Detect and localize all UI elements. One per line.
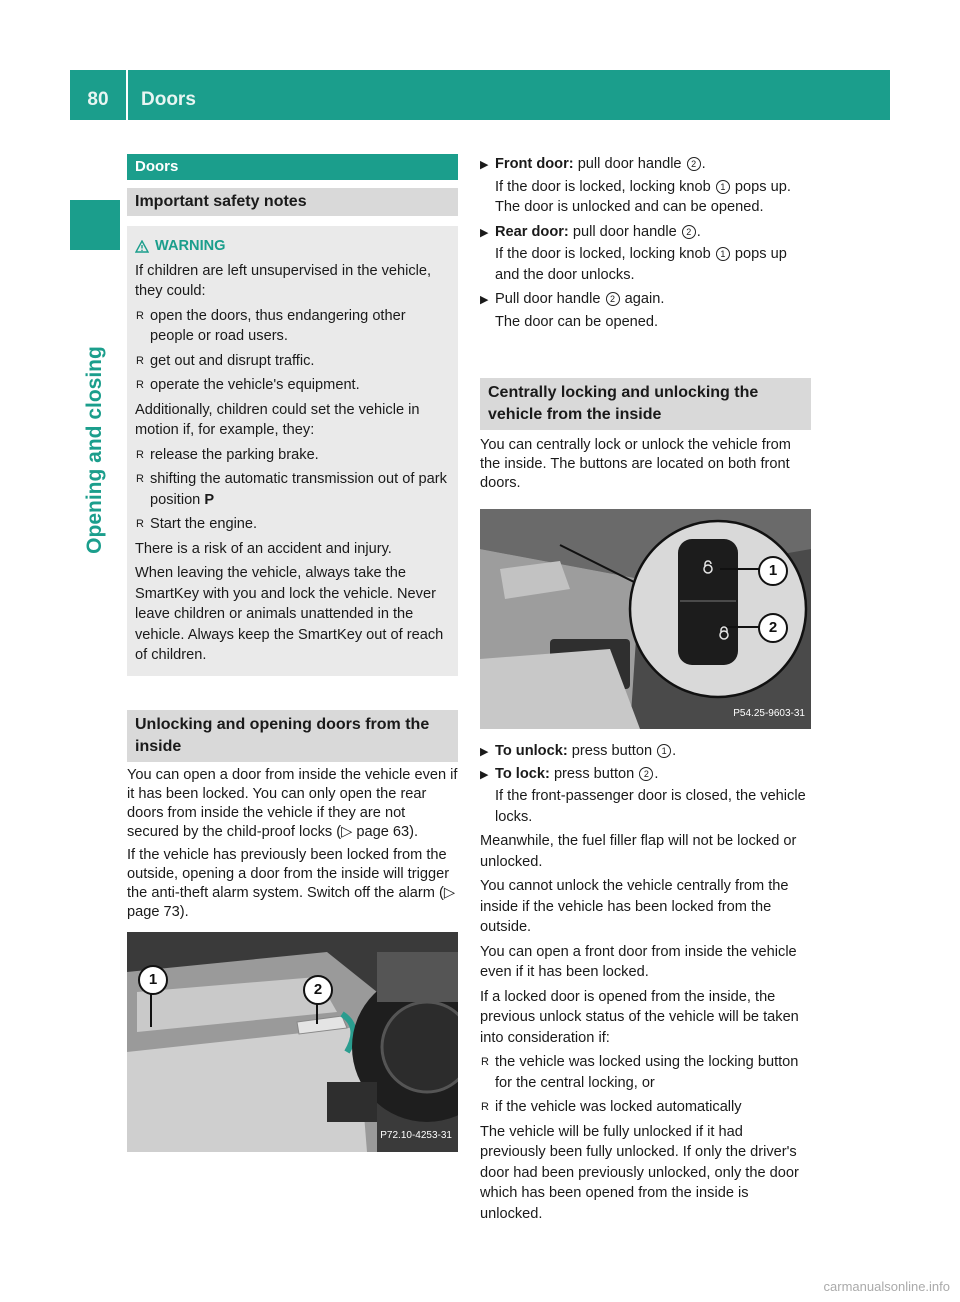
step-rear-door: ▶ Rear door: pull door handle 2 . xyxy=(480,223,701,240)
paragraph-previous-status: If a locked door is opened from the inside, the previous unlock status of the vehicle will be taken into consideration if: xyxy=(480,988,799,1046)
header-divider xyxy=(126,70,128,120)
unlock-paragraph-1: You can open a door from inside the vehicle even if it has been locked. You can only open the rear doors from inside the vehicle if they are not secured by the child-proof locks (▷ page 63). xyxy=(127,766,458,840)
paragraph-cannot-unlock: You cannot unlock the vehicle centrally from the inside if the vehicle has been locked from the outside. xyxy=(480,878,789,935)
figure-code: P54.25-9603-31 xyxy=(733,707,805,719)
subsection-title: Important safety notes xyxy=(127,188,458,216)
warning-advice: When leaving the vehicle, always take the SmartKey with you and lock the vehicle. Never leave children or animals unattended in the vehicle. Always keep the SmartKey out of reach of children. xyxy=(135,565,444,663)
step-pull-again-result: The door can be opened. xyxy=(495,313,659,330)
unlock-icon xyxy=(700,559,716,575)
list-item: R get out and disrupt traffic. xyxy=(136,352,315,369)
warning-list-2 xyxy=(135,445,450,535)
paragraph-open-front-door: You can open a front door from inside the vehicle even if it has been locked. xyxy=(480,943,797,980)
list-item: R operate the vehicle's equipment. xyxy=(136,377,360,393)
callout-2: 2 xyxy=(303,975,333,1005)
condition-list xyxy=(480,1052,811,1118)
page-number: 80 xyxy=(87,89,109,110)
figure-code: P72.10-4253-31 xyxy=(380,1130,452,1141)
lock-buttons-figure xyxy=(480,509,811,729)
central-locking-paragraph: You can centrally lock or unlock the vehicle from the inside. The buttons are located on both front doors. xyxy=(480,437,791,491)
section-title: Doors xyxy=(127,154,458,180)
step-to-lock: ▶ To lock: press button 2 . xyxy=(480,765,659,782)
callout-1: 1 xyxy=(758,556,788,586)
right-column xyxy=(480,154,811,1228)
unlock-paragraph-2: If the vehicle has previously been locked from the outside, opening a door from the inside will trigger the anti-theft alarm system. Switch off the alarm (▷ page 73). xyxy=(127,846,456,920)
warning-label: WARNING xyxy=(155,238,226,254)
list-item: R release the parking brake. xyxy=(136,446,319,463)
door-handle-illustration xyxy=(127,932,458,1152)
sidebar-marker xyxy=(70,200,120,250)
warning-list-1 xyxy=(135,306,450,396)
paragraph-fully-unlocked: The vehicle will be fully unlocked if it had previously been fully unlocked. If only the driver's door had been previously unlocked, only the door which has been opened from the inside is unlocked. xyxy=(480,1123,799,1222)
step-to-unlock: ▶ To unlock: press button 1 . xyxy=(480,743,677,759)
step-pull-again: ▶ Pull door handle 2 again. xyxy=(480,291,665,307)
callout-2: 2 xyxy=(758,613,788,643)
unlock-section-title: Unlocking and opening doors from the inside xyxy=(127,710,458,762)
list-item: R if the vehicle was locked automatically xyxy=(481,1099,742,1115)
callout-1: 1 xyxy=(138,965,168,995)
step-front-door: ▶ Front door: pull door handle 2 . xyxy=(480,156,706,172)
header-title: Doors xyxy=(141,89,196,110)
warning-intro: If children are left unsupervised in the vehicle, they could: xyxy=(135,262,432,299)
list-item: R shifting the automatic transmission out of park position P xyxy=(136,471,447,508)
lock-icon xyxy=(716,625,732,641)
lock-result: If the front-passenger door is closed, the vehicle locks. xyxy=(495,788,806,825)
left-column xyxy=(127,154,458,1152)
central-locking-title: Centrally locking and unlocking the vehicle from the inside xyxy=(480,378,811,430)
sidebar-chapter-label: Opening and closing xyxy=(83,346,106,554)
door-handle-figure xyxy=(127,932,458,1152)
warning-heading xyxy=(135,236,450,257)
list-item: R Start the engine. xyxy=(136,516,258,532)
warning-risk: There is a risk of an accident and injury. xyxy=(135,540,392,557)
list-item: R the vehicle was locked using the locking button for the central locking, or xyxy=(481,1054,799,1091)
watermark: carmanualsonline.info xyxy=(823,1279,950,1294)
warning-icon xyxy=(135,240,149,253)
warning-box xyxy=(127,226,458,676)
step-front-door-result: If the door is locked, locking knob 1 pops up. The door is unlocked and can be opened. xyxy=(495,178,791,215)
step-rear-door-result: If the door is locked, locking knob 1 pops up and the door unlocks. xyxy=(495,246,787,283)
warning-mid: Additionally, children could set the vehicle in motion if, for example, they: xyxy=(135,401,420,438)
list-item: R open the doors, thus endangering other people or road users. xyxy=(136,307,406,344)
paragraph-fuel-flap: Meanwhile, the fuel filler flap will not be locked or unlocked. xyxy=(480,833,797,870)
